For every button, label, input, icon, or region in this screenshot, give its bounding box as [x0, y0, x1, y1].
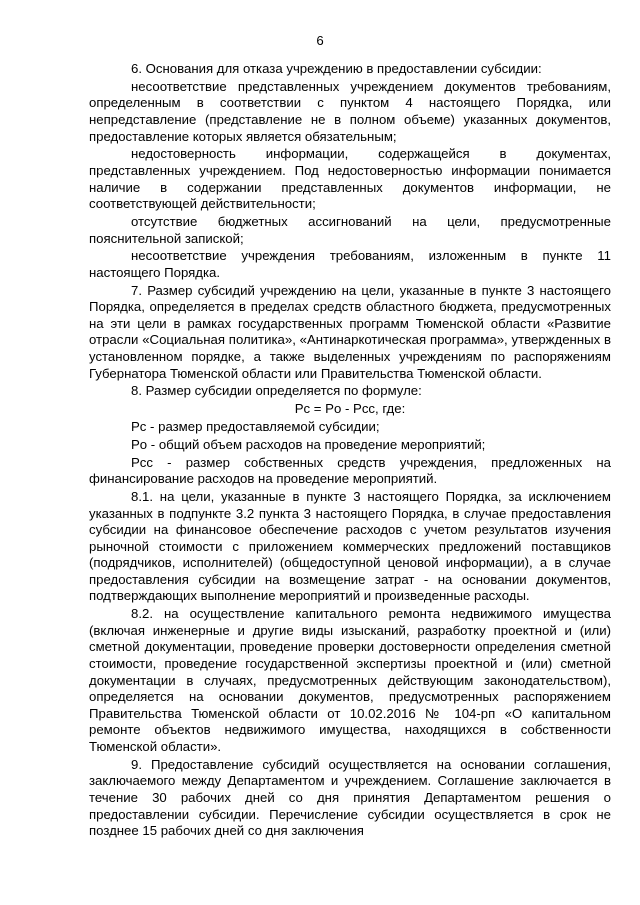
paragraph: отсутствие бюджетных ассигнований на цели, предусмотренные пояснительной запиской; [89, 213, 611, 246]
paragraph: 8.2. на осуществление капитального ремонта недвижимого имущества (включая инженерные и другие виды изысканий, разработку проектной и (или) сметной документации, проведение проверки достоверности определения сметной стоимости, проведение государственной экспертизы проектной и (или) сметной документации в случаях, предусмотренных действующим законодательством), определяется на основании документов, предусмотренных распоряжением Правительства Тюменской области от 10.02.2016 № 104-рп «О капитальном ремонте объектов недвижимого имущества, находящихся в собственности Тюменской области». [89, 606, 611, 754]
paragraph: несоответствие учреждения требованиям, изложенным в пункте 11 настоящего Порядка. [89, 248, 611, 280]
page-number: 6 [316, 33, 324, 48]
paragraph: 8.1. на цели, указанные в пункте 3 настоящего Порядка, за исключением указанных в подпункте 3.2 пункта 3 настоящего Порядка, в случае предоставления субсидии на финансовое обеспечение расходов с учетом результатов изучения рыночной стоимости с приложением коммерческих предложений поставщиков (подрядчиков, исполнителей) (общедоступной ценовой информации), а в случае предоставления субсидии на возмещение затрат - на основании документов, подтверждающих выполнение мероприятий и произведенные расходы. [89, 488, 611, 604]
paragraph: 6. Основания для отказа учреждению в предоставлении субсидии: [131, 61, 542, 76]
paragraph: недостоверность информации, содержащейся в документах, представленных учреждением. Под недостоверностью информации понимается наличие в содержании представленных документов информации, не соответствующей действительности; [89, 146, 611, 212]
paragraph: 7. Размер субсидий учреждению на цели, указанные в пункте 3 настоящего Порядка, определяется в пределах средств областного бюджета, предусмотренных на эти цели в рамках государственных программ Тюменской области «Развитие отрасли «Социальная политика», «Антинаркотическая программа», утвержденных в установленном порядке, а также выделенных учреждениям по распоряжениям Губернатора Тюменской области или Правительства Тюменской области. [89, 282, 611, 381]
paragraph: 8. Размер субсидии определяется по формуле: [131, 383, 422, 399]
definition-item: Po - общий объем расходов на проведение мероприятий; [131, 436, 486, 452]
document-body [89, 61, 611, 841]
definition-item: Pcc - размер собственных средств учреждения, предложенных на финансирование расходов на проведение мероприятий. [89, 454, 611, 487]
definition-item: Pc - размер предоставляемой субсидии; [131, 418, 380, 434]
paragraph: 9. Предоставление субсидий осуществляется на основании соглашения, заключаемого между Департаментом и учреждением. Соглашение заключается в течение 30 рабочих дней со дня принятия Департаментом решения о предоставлении субсидии. Перечисление субсидии осуществляется в срок не позднее 15 рабочих дней со дня заключения [89, 756, 611, 839]
formula: Pc = Po - Pcc, где: [294, 401, 406, 417]
paragraph: несоответствие представленных учреждением документов требованиям, определенным в соответствии с пунктом 4 настоящего Порядка, или непредставление (представление не в полном объеме) указанных документов, предоставление которых является обязательным; [89, 78, 611, 144]
